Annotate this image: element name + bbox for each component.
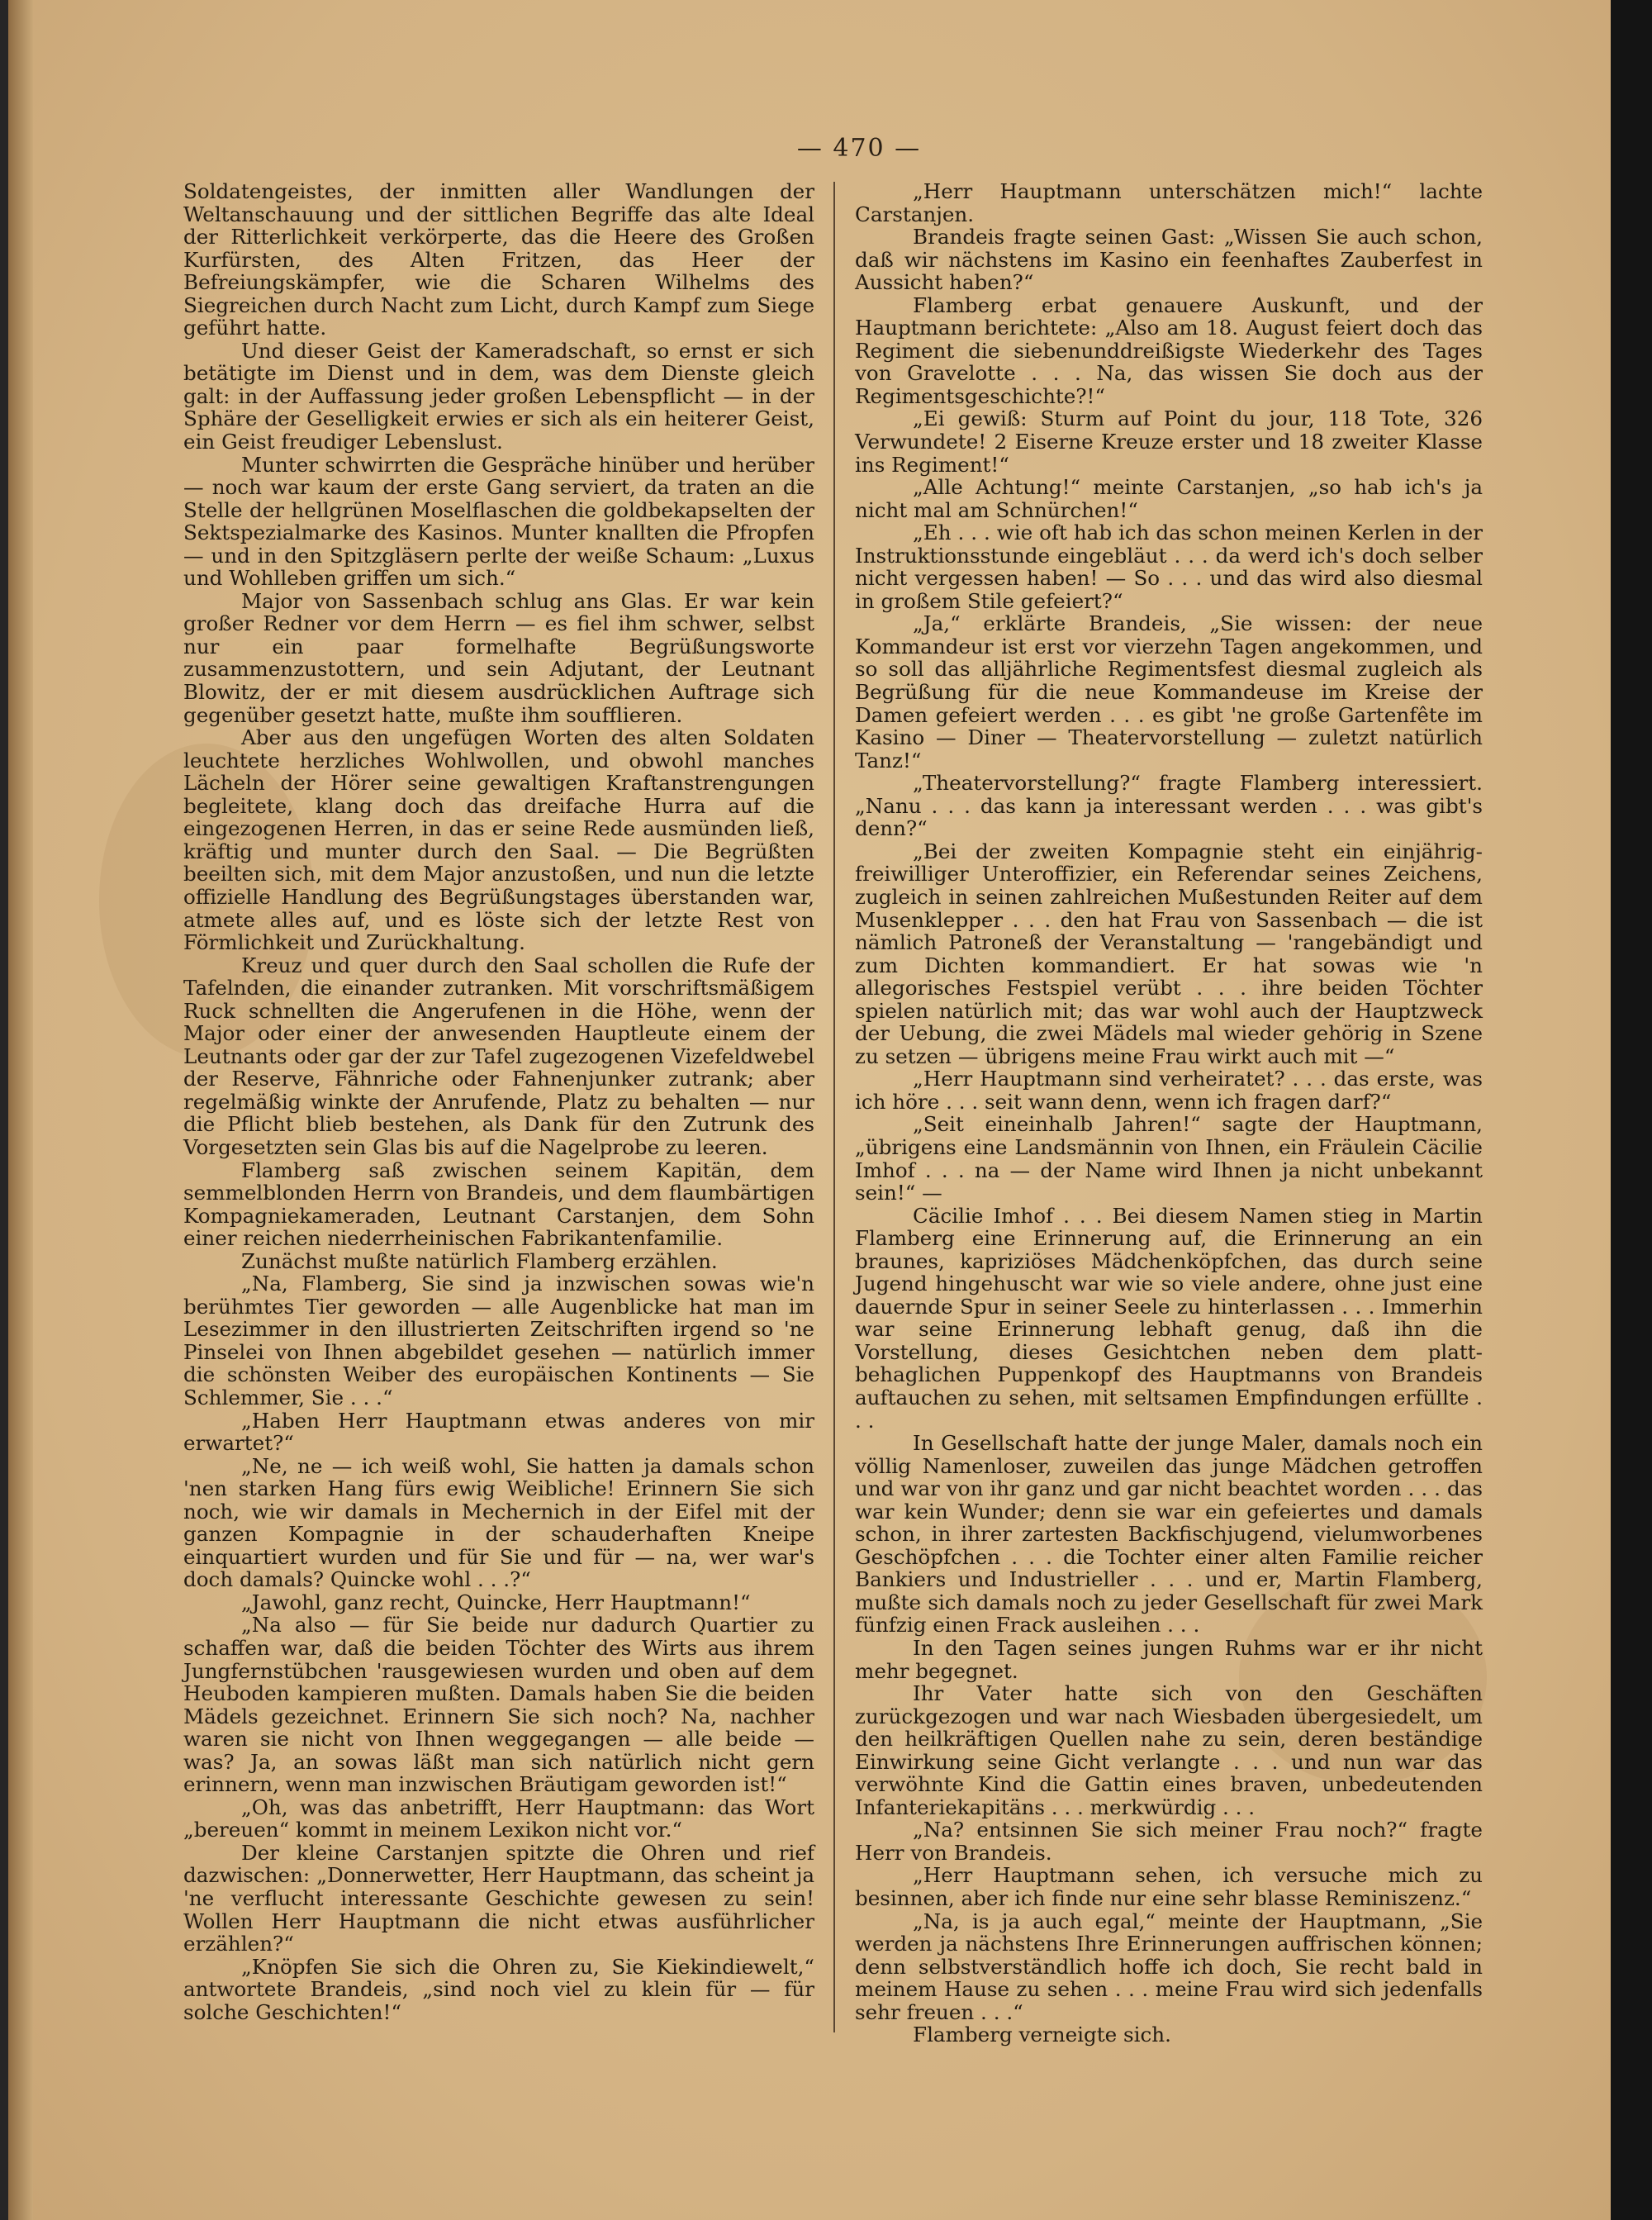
- paragraph: „Haben Herr Hauptmann etwas anderes von mir erwartet?“: [183, 1408, 814, 1456]
- paragraph: Munter schwirrten die Gespräche hinüber und herüber — noch war kaum der erste Gang serviert, da traten an die Stelle der hellgrünen Moselflaschen die goldbekapselten der Sektspezialmarke des Kasinos. Munter knallten die Pfropfen — und in den Spitzgläsern perlte der weiße Schaum: „Luxus und Wohlleben griffen um sich.“: [183, 452, 814, 591]
- paragraph: Soldatengeistes, der inmitten aller Wandlungen der Weltanschauung und der sittlichen Begriffe das alte Ideal der Ritterlichkeit verkörperte, das die Heere des Großen Kurfürsten, des Alten Fritzen, das Heer der Befreiungskämpfer, wie die Scharen Wilhelms des Siegreichen durch Nacht zum Licht, durch Kampf zum Siege geführt hatte.: [183, 179, 814, 340]
- paragraph: Und dieser Geist der Kameradschaft, so ernst er sich betätigte im Dienst und in dem, was dem Dienste gleich galt: in der Auffassung jeder großen Lebenspflicht — in der Sphäre der Geselligkeit erwies er sich als ein heiterer Geist, ein Geist freudiger Lebenslust.: [183, 338, 814, 454]
- paragraph: „Ne, ne — ich weiß wohl, Sie hatten ja damals schon 'nen starken Hang fürs ewig Weibliche! Erinnern Sie sich noch, wie wir damals in Mechernich in der Eifel mit der ganzen Kompagnie in der schauderhaften Kneipe einquartiert wurden und für Sie und für — na, wer war's doch damals? Quincke wohl . . .?“: [183, 1453, 814, 1592]
- paragraph: „Eh . . . wie oft hab ich das schon meinen Kerlen in der Instruktionsstunde eingebläut . . . da werd ich's doch selber nicht vergessen haben! — So . . . und das wird also diesmal in großem Stile gefeiert?“: [855, 521, 1483, 613]
- paragraph: Ihr Vater hatte sich von den Geschäften zurückgezogen und war nach Wiesbaden übergesiedelt, um den heilkräftigen Quellen nahe zu sein, deren beständige Einwirkung seine Gicht verlangte . . . und nun war das verwöhnte Kind die Gattin eines braven, unbedeutenden Infanteriekapitäns . . . merkwürdig . . .: [855, 1681, 1483, 1819]
- dark-margin: [1611, 0, 1652, 2220]
- left-text-column: [183, 180, 814, 2023]
- paragraph: „Ei gewiß: Sturm auf Point du jour, 118 Tote, 326 Verwundete! 2 Eiserne Kreuze erster und 18 zweiter Klasse ins Regiment!“: [855, 406, 1483, 477]
- paragraph: „Alle Achtung!“ meinte Carstanjen, „so hab ich's ja nicht mal am Schnürchen!“: [855, 475, 1483, 522]
- paragraph: Major von Sassenbach schlug ans Glas. Er war kein großer Redner vor dem Herrn — es fiel ihm schwer, selbst nur ein paar formelhafte Begrüßungsworte zusammenzustottern, und sein Adjutant, der Leutnant Blowitz, der er mit diesem ausdrücklichen Auftrage sich gegenüber gesetzt hatte, mußte ihm soufflieren.: [183, 588, 814, 727]
- paragraph: „Ja,“ erklärte Brandeis, „Sie wissen: der neue Kommandeur ist erst vor vierzehn Tagen angekommen, und so soll das alljährliche Regimentsfest diesmal zugleich als Begrüßung für die neue Kommandeuse im Kreise der Damen gefeiert werden . . . es gibt 'ne große Gartenfête im Kasino — Diner — Theatervorstellung — zuletzt natürlich Tanz!“: [855, 611, 1483, 772]
- paragraph: „Herr Hauptmann sehen, ich versuche mich zu besinnen, aber ich finde nur eine sehr blasse Reminiszenz.“: [855, 1863, 1483, 1911]
- paragraph: „Jawohl, ganz recht, Quincke, Herr Hauptmann!“: [241, 1590, 751, 1614]
- page-number: — 470 —: [796, 134, 922, 163]
- paragraph: „Na, is ja auch egal,“ meinte der Hauptmann, „Sie werden ja nächstens Ihre Erinnerungen auffrischen können; denn selbstverständlich hoffe ich doch, Sie recht bald in meinem Hause zu sehen . . . meine Frau wird sich jedenfalls sehr freuen . . .“: [855, 1909, 1483, 2024]
- binding-edge: [8, 0, 33, 2220]
- paragraph: Brandeis fragte seinen Gast: „Wissen Sie auch schon, daß wir nächstens im Kasino ein feenhaftes Zauberfest in Aussicht haben?“: [855, 225, 1483, 295]
- paragraph: „Knöpfen Sie sich die Ohren zu, Sie Kiekindiewelt,“ antwortete Brandeis, „sind noch viel zu klein für — für solche Geschichten!“: [183, 1954, 814, 2024]
- paragraph: „Herr Hauptmann unterschätzen mich!“ lachte Carstanjen.: [855, 179, 1483, 226]
- paragraph: Cäcilie Imhof . . . Bei diesem Namen stieg in Martin Flamberg eine Erinnerung auf, die Erinnerung an ein braunes, kapriziöses Mädchenköpfchen, das durch seine Jugend hingehuscht war wie so viele andere, ohne just eine dauernde Spur in seiner Seele zu hinterlassen . . . Immerhin war seine Erinnerung lebhaft genug, daß ihn die Vorstellung, dieses Gesichtchen neben dem platt-behaglichen Puppenkopf des Hauptmanns von Brandeis auftauchen zu sehen, mit seltsamen Empfindungen erfüllte . . .: [855, 1203, 1483, 1433]
- column-divider: [833, 182, 835, 2032]
- paragraph: Aber aus den ungefügen Worten des alten Soldaten leuchtete herzliches Wohlwollen, und obwohl manches Lächeln der Hörer seine gewaltigen Kraftanstrengungen begleitete, klang doch das dreifache Hurra auf die eingezogenen Herren, in das er seine Rede ausmünden ließ, kräftig und munter durch den Saal. — Die Begrüßten beeilten sich, mit dem Major anzustoßen, und nun die letzte offizielle Handlung des Begrüßungstages überstanden war, atmete alles auf, und es löste sich der letzte Rest von Förmlichkeit und Zurückhaltung.: [183, 725, 814, 955]
- paragraph: In Gesellschaft hatte der junge Maler, damals noch ein völlig Namenloser, zuweilen das junge Mädchen getroffen und war von ihr ganz und gar nicht beachtet worden . . . das war kein Wunder; denn sie war ein gefeiertes und damals schon, in ihrer zartesten Backfischjugend, vielumworbenes Geschöpfchen . . . die Tochter einer alten Familie reicher Bankiers und Industrieller . . . und er, Martin Flamberg, mußte sich damals noch zu jeder Gesellschaft für zwei Mark fünfzig einen Frack ausleihen . . .: [855, 1431, 1483, 1638]
- paragraph: „Na? entsinnen Sie sich meiner Frau noch?“ fragte Herr von Brandeis.: [855, 1818, 1483, 1865]
- paragraph: „Na, Flamberg, Sie sind ja inzwischen sowas wie'n berühmtes Tier geworden — alle Augenblicke hat man im Lesezimmer in den illustrierten Zeitschriften irgend so 'ne Pinselei von Ihnen abgebildet gesehen — natürlich immer die schönsten Weiber des europäischen Kontinents — Sie Schlemmer, Sie . . .“: [183, 1272, 814, 1409]
- paragraph: „Herr Hauptmann sind verheiratet? . . . das erste, was ich höre . . . seit wann denn, wenn ich fragen darf?“: [855, 1067, 1483, 1114]
- paragraph: „Na also — für Sie beide nur dadurch Quartier zu schaffen war, daß die beiden Töchter des Wirts aus ihrem Jungfernstübchen 'rausgewiesen wurden und oben auf dem Heuboden kampieren mußten. Damals haben Sie die beiden Mädels gezeichnet. Erinnern Sie sich noch? Na, nachher waren sie nicht von Ihnen weggegangen — alle beide — was? Ja, an sowas läßt man sich natürlich nicht gern erinnern, wenn man inzwischen Bräutigam geworden ist!“: [183, 1613, 814, 1797]
- paragraph: Kreuz und quer durch den Saal schollen die Rufe der Tafelnden, die einander zutranken. Mit vorschriftsmäßigem Ruck schnellten die Angerufenen in die Höhe, wenn der Major oder einer der anwesenden Hauptleute einem der Leutnants oder gar der zur Tafel zugezogenen Vizefeldwebel der Reserve, Fähnriche oder Fahnenjunker zutrank; aber regelmäßig winkte der Anrufende, Platz zu behalten — nur die Pflicht blieb bestehen, als Dank für den Zutrunk des Vorgesetzten sein Glas bis auf die Nagelprobe zu leeren.: [183, 953, 814, 1159]
- paragraph: „Oh, was das anbetrifft, Herr Hauptmann: das Wort „bereuen“ kommt in meinem Lexikon nicht vor.“: [183, 1795, 814, 1842]
- paragraph: „Theatervorstellung?“ fragte Flamberg interessiert. „Nanu . . . das kann ja interessant werden . . . was gibt's denn?“: [855, 771, 1483, 841]
- right-text-column: [855, 180, 1483, 2046]
- paragraph: In den Tagen seines jungen Ruhms war er ihr nicht mehr begegnet.: [855, 1636, 1483, 1683]
- paragraph: „Seit eineinhalb Jahren!“ sagte der Hauptmann, „übrigens eine Landsmännin von Ihnen, ein Fräulein Cäcilie Imhof . . . na — der Name wird Ihnen ja nicht unbekannt sein!“ —: [855, 1112, 1483, 1205]
- paragraph: Flamberg saß zwischen seinem Kapitän, dem semmelblonden Herrn von Brandeis, und dem flaumbärtigen Kompagniekameraden, Leutnant Carstanjen, dem Sohn einer reichen niederrheinischen Fabrikantenfamilie.: [183, 1158, 814, 1251]
- paragraph: Der kleine Carstanjen spitzte die Ohren und rief dazwischen: „Donnerwetter, Herr Hauptmann, das scheint ja 'ne verflucht interessante Geschichte gewesen zu sein! Wollen Herr Hauptmann die nicht etwas ausführlicher erzählen?“: [183, 1840, 814, 1956]
- paragraph: Flamberg verneigte sich.: [913, 2023, 1171, 2047]
- paragraph: Zunächst mußte natürlich Flamberg erzählen.: [241, 1248, 718, 1273]
- paragraph: „Bei der zweiten Kompagnie steht ein einjährig-freiwilliger Unteroffizier, ein Referendar seines Zeichens, zugleich in seinen zahlreichen Mußestunden Reiter auf dem Musenklepper . . . den hat Frau von Sassenbach — die ist nämlich Patroneß der Veranstaltung — 'rangebändigt und zum Dichten kommandiert. Er hat sowas wie 'n allegorisches Festspiel verübt . . . ihre beiden Töchter spielen natürlich mit; das war wohl auch der Hauptzweck der Uebung, die zwei Mädels mal wieder gehörig in Szene zu setzen — übrigens meine Frau wirkt auch mit —“: [855, 839, 1483, 1068]
- paragraph: Flamberg erbat genauere Auskunft, und der Hauptmann berichtete: „Also am 18. August feiert doch das Regiment die siebenunddreißigste Wiederkehr des Tages von Gravelotte . . . Na, das wissen Sie doch aus der Regimentsgeschichte?!“: [855, 292, 1483, 408]
